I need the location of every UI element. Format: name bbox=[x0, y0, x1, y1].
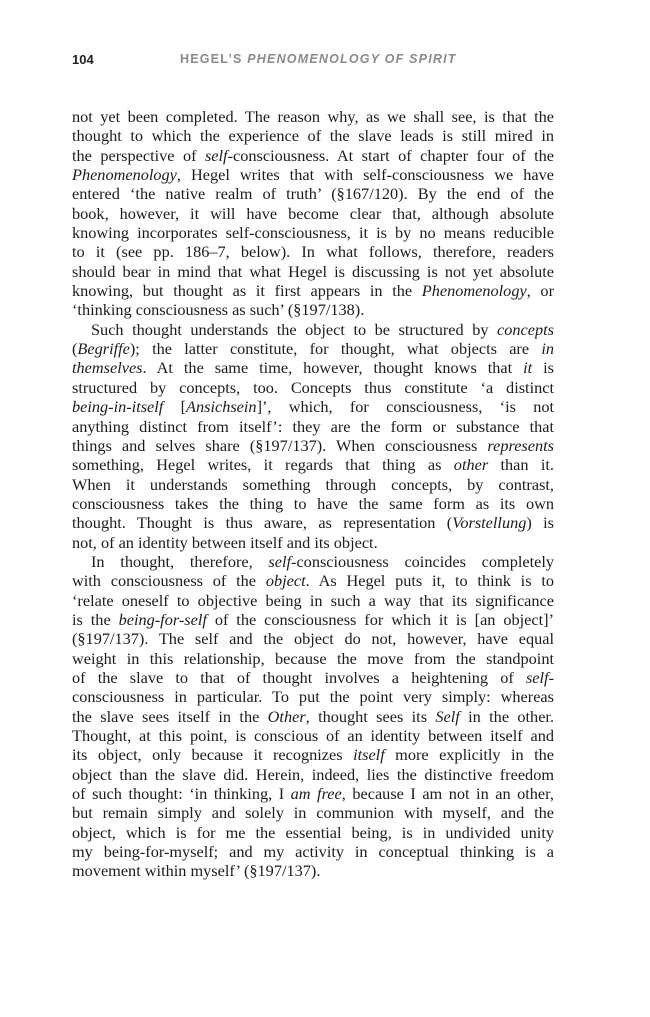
text-run: of such thought: ‘in thinking, I bbox=[72, 784, 291, 804]
text-line bbox=[72, 687, 554, 706]
text-run: consciousness takes the thing to have the same form as its own bbox=[72, 493, 554, 513]
paragraph bbox=[72, 552, 554, 881]
text-line bbox=[72, 126, 554, 145]
text-run: ]’, which, for consciousness, ‘is not bbox=[256, 397, 555, 417]
italic-text: Other bbox=[267, 706, 306, 726]
text-run: of the slave to that of thought involves a heightening of bbox=[72, 667, 526, 687]
text-line bbox=[72, 591, 554, 610]
page-header bbox=[72, 52, 552, 72]
text-run: thought to which the experience of the slave leads is still mired in bbox=[72, 126, 554, 146]
text-line bbox=[72, 300, 554, 319]
text-run: not, of an identity between itself and its object. bbox=[72, 532, 378, 552]
text-line bbox=[72, 649, 554, 668]
text-run: of the consciousness for which it is [an object]’ bbox=[206, 609, 554, 629]
text-run: entered ‘the native realm of truth’ (§167/120). By the end of the bbox=[72, 184, 554, 204]
text-run: in the other. bbox=[459, 706, 555, 726]
text-run: the perspective of bbox=[72, 145, 205, 165]
text-run: ) is bbox=[526, 513, 554, 533]
text-line bbox=[72, 571, 554, 590]
italic-text: self bbox=[268, 551, 292, 571]
text-run: but remain simply and solely in communion with myself, and the bbox=[72, 803, 554, 823]
text-line bbox=[72, 436, 554, 455]
text-run: should bear in mind that what Hegel is discussing is not yet absolute bbox=[72, 261, 554, 281]
text-run: Such thought understands the object to be structured by bbox=[91, 319, 498, 339]
text-run: -consciousness coincides completely bbox=[291, 551, 554, 571]
text-line bbox=[72, 223, 554, 242]
text-run: anything distinct from itself’: they are the form or substance that bbox=[72, 416, 554, 436]
text-run: In thought, therefore, bbox=[91, 551, 269, 571]
italic-text: themselves bbox=[72, 358, 143, 378]
text-line bbox=[72, 358, 554, 377]
text-line bbox=[72, 184, 554, 203]
italic-text: am free bbox=[290, 784, 342, 804]
text-run: my being-for-myself; and my activity in conceptual thinking is a bbox=[72, 842, 554, 862]
italic-text: Phenomenology bbox=[421, 281, 527, 301]
body-text bbox=[72, 107, 554, 881]
text-line bbox=[72, 610, 554, 629]
text-run: with consciousness of the bbox=[72, 571, 266, 591]
text-run: knowing incorporates self-consciousness, it is by no means reducible bbox=[72, 223, 554, 243]
text-run: When it understands something through concepts, by contrast, bbox=[72, 474, 554, 494]
text-line bbox=[72, 745, 554, 764]
text-run: . As Hegel puts it, to think is to bbox=[305, 571, 554, 591]
running-head-prefix: HEGEL’S bbox=[180, 52, 248, 66]
text-run: is bbox=[532, 358, 554, 378]
text-run: not yet been completed. The reason why, as we shall see, is that the bbox=[72, 107, 554, 126]
text-line bbox=[72, 861, 554, 880]
text-line bbox=[72, 455, 554, 474]
italic-text: self- bbox=[525, 667, 554, 687]
text-run: weight in this relationship, because the move from the standpoint bbox=[72, 648, 554, 668]
text-line bbox=[72, 107, 554, 126]
text-run: more explicitly in the bbox=[384, 745, 555, 765]
italic-text: self bbox=[204, 145, 228, 165]
text-line bbox=[72, 803, 554, 822]
text-line bbox=[72, 842, 554, 861]
text-run: thought. Thought is thus aware, as representation ( bbox=[72, 513, 453, 533]
text-line bbox=[72, 475, 554, 494]
paragraph bbox=[72, 107, 554, 320]
italic-text: concepts bbox=[497, 319, 554, 339]
text-run: structured by concepts, too. Concepts thus constitute ‘a distinct bbox=[72, 377, 554, 397]
text-run: ( bbox=[72, 339, 78, 359]
italic-text: Vorstellung bbox=[452, 513, 527, 533]
text-run: the slave sees itself in the bbox=[72, 706, 268, 726]
text-run: something, Hegel writes, it regards that thing as bbox=[72, 455, 454, 475]
italic-text: Ansichsein bbox=[186, 397, 257, 417]
text-run: , because I am not in an other, bbox=[341, 784, 554, 804]
text-run: object than the slave did. Herein, indeed, lies the distinctive freedom bbox=[72, 764, 554, 784]
text-line bbox=[72, 320, 554, 339]
text-line bbox=[72, 242, 554, 261]
page-number: 104 bbox=[72, 52, 94, 67]
italic-text: Self bbox=[435, 706, 460, 726]
text-line bbox=[72, 281, 554, 300]
italic-text: represents bbox=[487, 435, 554, 455]
text-line bbox=[72, 339, 554, 358]
text-line bbox=[72, 726, 554, 745]
text-line bbox=[72, 533, 554, 552]
text-line bbox=[72, 378, 554, 397]
paragraph bbox=[72, 320, 554, 552]
text-line bbox=[72, 668, 554, 687]
text-line bbox=[72, 552, 554, 571]
italic-text: other bbox=[453, 455, 489, 475]
italic-text: being-for-self bbox=[118, 609, 207, 629]
text-run: ); the latter constitute, for thought, what objects are bbox=[129, 339, 542, 359]
text-run: than it. bbox=[488, 455, 555, 475]
text-line bbox=[72, 494, 554, 513]
italic-text: object bbox=[265, 571, 306, 591]
text-line bbox=[72, 204, 554, 223]
text-run: , thought sees its bbox=[305, 706, 436, 726]
text-run: ‘thinking consciousness as such’ (§197/138). bbox=[72, 300, 365, 320]
text-run: movement within myself’ (§197/137). bbox=[72, 861, 321, 881]
text-line bbox=[72, 397, 554, 416]
running-head bbox=[180, 52, 457, 66]
text-run: its object, only because it recognizes bbox=[72, 745, 354, 765]
text-line bbox=[72, 823, 554, 842]
italic-text: Phenomenology bbox=[72, 165, 177, 185]
text-line bbox=[72, 765, 554, 784]
text-run: , Hegel writes that with self-consciousness we have bbox=[176, 165, 554, 185]
running-head-title: PHENOMENOLOGY OF SPIRIT bbox=[247, 52, 457, 66]
italic-text: being-in-itself bbox=[72, 397, 164, 417]
text-run: (§197/137). The self and the object do not, however, have equal bbox=[72, 629, 554, 649]
italic-text: Begriffe bbox=[77, 339, 130, 359]
text-line bbox=[72, 417, 554, 436]
text-run: Thought, at this point, is conscious of an identity between itself and bbox=[72, 726, 554, 745]
text-run: ‘relate oneself to objective being in such a way that its significance bbox=[72, 590, 554, 610]
text-line bbox=[72, 513, 554, 532]
text-run: things and selves share (§197/137). When consciousness bbox=[72, 435, 488, 455]
text-line bbox=[72, 165, 554, 184]
text-line bbox=[72, 629, 554, 648]
italic-text: in bbox=[541, 339, 554, 359]
text-run: to it (see pp. 186–7, below). In what follows, therefore, readers bbox=[72, 242, 554, 262]
text-run: [ bbox=[163, 397, 187, 417]
text-run: consciousness in particular. To put the point very simply: whereas bbox=[72, 687, 554, 707]
text-run: knowing, but thought as it first appears in the bbox=[72, 281, 422, 301]
italic-text: itself bbox=[353, 745, 385, 765]
text-line bbox=[72, 262, 554, 281]
text-run: . At the same time, however, thought knows that bbox=[142, 358, 524, 378]
italic-text: it bbox=[523, 358, 533, 378]
text-run: book, however, it will have become clear that, although absolute bbox=[72, 203, 554, 223]
text-run: , or bbox=[526, 281, 554, 301]
text-line bbox=[72, 784, 554, 803]
text-run: -consciousness. At start of chapter four of the bbox=[227, 145, 554, 165]
text-line bbox=[72, 707, 554, 726]
text-run: is the bbox=[72, 609, 119, 629]
text-run: object, which is for me the essential being, is in undivided unity bbox=[72, 822, 554, 842]
text-line bbox=[72, 146, 554, 165]
